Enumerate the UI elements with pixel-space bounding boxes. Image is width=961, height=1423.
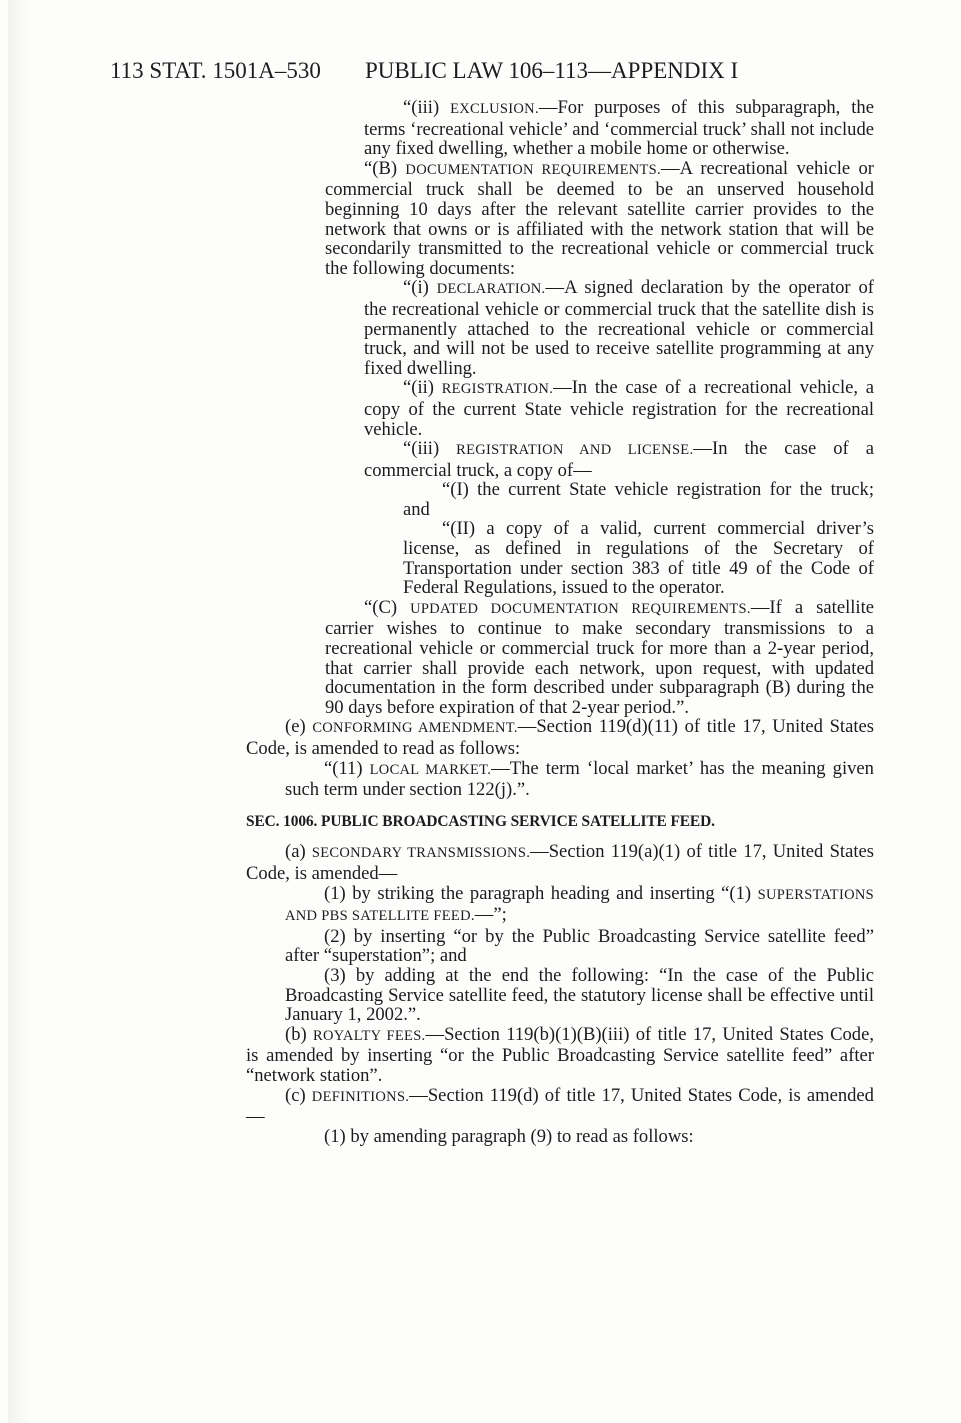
statute-citation: 113 STAT. 1501A–530 bbox=[110, 58, 321, 83]
subsection-c-definitions: (c) DEFINITIONS.—Section 119(d) of title 17, United States Code, is amended— bbox=[246, 1084, 874, 1128]
running-header bbox=[110, 56, 890, 86]
subsection-e-conforming-amendment: (e) CONFORMING AMENDMENT.—Section 119(d)(11) of title 17, United States Code, is amended to read as follows: bbox=[246, 716, 874, 759]
clause-ii-registration: “(ii) REGISTRATION.—In the case of a recreational vehicle, a copy of the current State vehicle registration for the recreational vehicle. bbox=[364, 377, 874, 440]
subclause-ii-drivers-license: “(II) a copy of a valid, current commercial driver’s license, as defined in regulations of the Secretary of Transportation under section 383 of title 49 of the Code of Federal Regulations, issued to the operator. bbox=[403, 518, 874, 599]
document-body bbox=[246, 98, 874, 1146]
paragraph-11-local-market: “(11) LOCAL MARKET.—The term ‘local market’ has the meaning given such term under section 122(j).”. bbox=[285, 757, 874, 801]
subparagraph-b-documentation: “(B) DOCUMENTATION REQUIREMENTS.—A recreational vehicle or commercial truck shall be deemed to be an unserved household beginning 10 days after the relevant satellite carrier provides to the network that owns or is affiliated with the network station that will be secondarily transmitted to the recreational vehicle or commercial truck the following documents: bbox=[325, 157, 874, 279]
clause-iii-registration-license: “(iii) REGISTRATION AND LICENSE.—In the case of a commercial truck, a copy of— bbox=[364, 438, 874, 481]
public-law-title: PUBLIC LAW 106–113—APPENDIX I bbox=[365, 58, 739, 83]
clause-i-declaration: “(i) DECLARATION.—A signed declaration by the operator of the recreational vehicle or commercial truck that the satellite dish is permanently attached to the recreational vehicle or commercial truck, and will not be used to receive satellite programming at any fixed dwelling. bbox=[364, 277, 874, 379]
amendment-item-2: (2) by inserting “or by the Public Broadcasting Service satellite feed” after “superstation”; and bbox=[285, 925, 874, 967]
subclause-i-vehicle-registration: “(I) the current State vehicle registration for the truck; and bbox=[403, 479, 874, 520]
subparagraph-c-updated-documentation: “(C) UPDATED DOCUMENTATION REQUIREMENTS.—If a satellite carrier wishes to continue to make secondary transmissions to a recreational vehicle or commercial truck for more than a 2-year period, that carrier shall provide each network, upon request, with updated documentation in the form described under subparagraph (B) during the 90 days before expiration of that 2-year period.”. bbox=[325, 596, 874, 718]
clause-iii-exclusion: “(iii) EXCLUSION.—For purposes of this subparagraph, the terms ‘recreational vehicle’ and ‘commercial truck’ shall not include any fixed dwelling, whether a mobile home or otherwise. bbox=[364, 97, 874, 160]
subsection-b-royalty-fees: (b) ROYALTY FEES.—Section 119(b)(1)(B)(iii) of title 17, United States Code, is amended by inserting “or the Public Broadcasting Service satellite feed” after “network station”. bbox=[246, 1023, 874, 1086]
amendment-paragraph-9: (1) by amending paragraph (9) to read as follows: bbox=[324, 1125, 694, 1147]
section-heading: SEC. 1006. PUBLIC BROADCASTING SERVICE SATELLITE FEED. bbox=[246, 812, 715, 830]
page-gutter-shadow bbox=[8, 0, 30, 1423]
subsection-a-secondary-transmissions: (a) SECONDARY TRANSMISSIONS.—Section 119(a)(1) of title 17, United States Code, is amended— bbox=[246, 841, 874, 884]
amendment-item-1: (1) by striking the paragraph heading and inserting “(1) SUPERSTATIONS AND PBS SATELLITE FEED.—”; bbox=[285, 882, 874, 926]
amendment-item-3: (3) by adding at the end the following: “In the case of the Public Broadcasting Service satellite feed, the statutory license shall be effective until January 1, 2002.”. bbox=[285, 964, 874, 1026]
